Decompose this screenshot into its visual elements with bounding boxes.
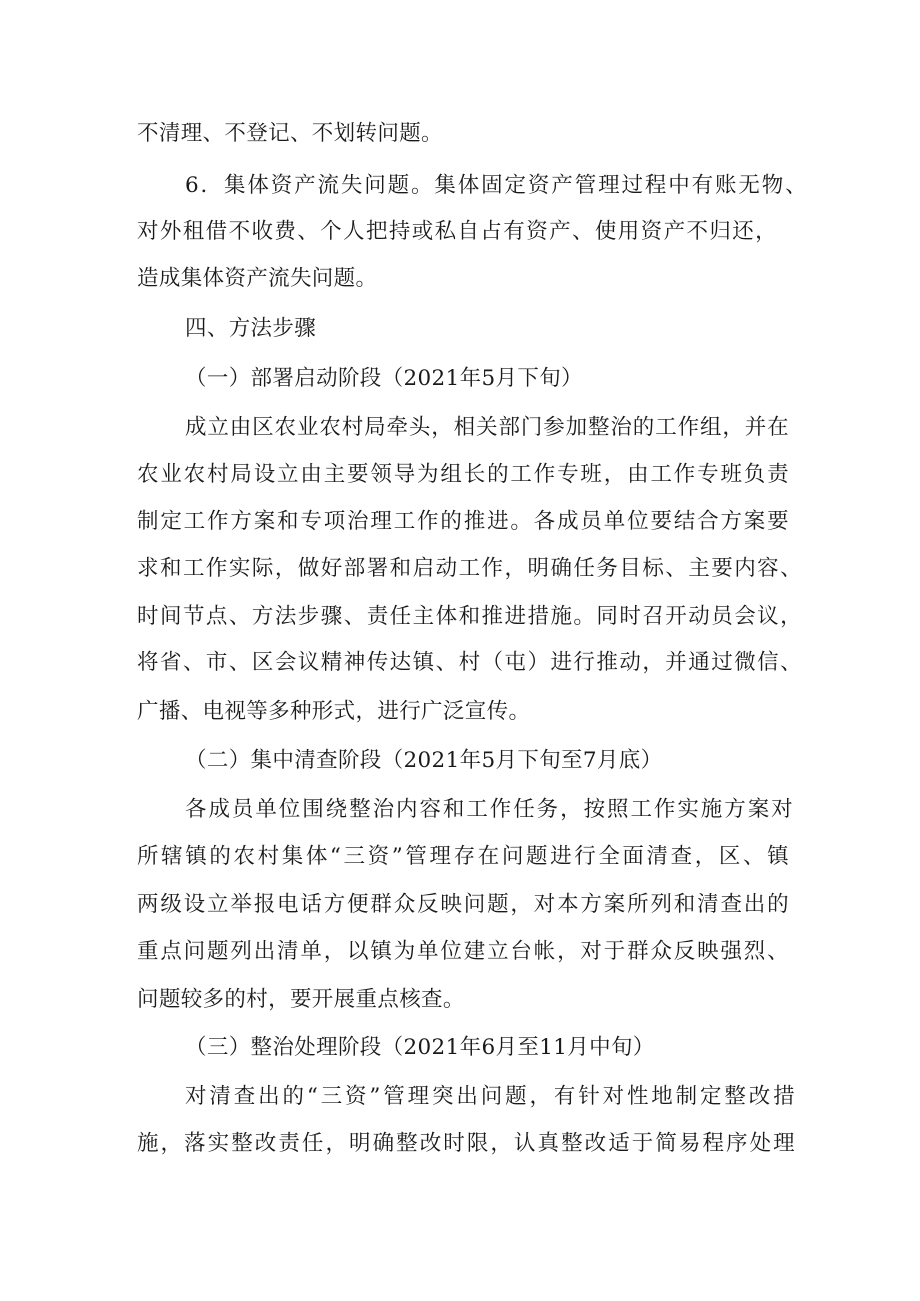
text-line: 求和工作实际，做好部署和启动工作，明确任务目标、主要内容、	[137, 556, 802, 581]
text-line: 不清理、不登记、不划转问题。	[137, 121, 443, 146]
subsection-heading: （二）集中清查阶段（2021年5月下旬至7月底）	[185, 748, 663, 773]
text-line: 对外租借不收费、个人把持或私自占有资产、使用资产不归还，	[137, 219, 777, 244]
section-heading: 四、方法步骤	[185, 316, 317, 341]
text-line: 所辖镇的农村集体“三资”管理存在问题进行全面清查，区、镇	[137, 844, 789, 869]
subsection-heading: （一）部署启动阶段（2021年5月下旬）	[185, 366, 583, 391]
text-line: 农业农村局设立由主要领导为组长的工作专班，由工作专班负责	[137, 462, 789, 487]
text-line: 各成员单位围绕整治内容和工作任务，按照工作实施方案对	[185, 797, 793, 822]
subsection-heading: （三）整治处理阶段（2021年6月至11月中旬）	[185, 1035, 655, 1060]
text-line: 造成集体资产流失问题。	[137, 266, 378, 291]
text-line: 问题较多的村，要开展重点核查。	[137, 987, 465, 1012]
text-line: 对清查出的“三资”管理突出问题，有针对性地制定整改措	[185, 1084, 795, 1109]
text-line: 两级设立举报电话方便群众反映问题，对本方案所列和清查出的	[137, 892, 789, 917]
text-line: 施，落实整改责任，明确整改时限，认真整改适于简易程序处理	[137, 1131, 795, 1156]
text-line: 重点问题列出清单，以镇为单位建立台帐，对于群众反映强烈、	[137, 939, 789, 964]
text-line: 制定工作方案和专项治理工作的推进。各成员单位要结合方案要	[137, 509, 789, 534]
text-line: 广播、电视等多种形式，进行广泛宣传。	[137, 699, 531, 724]
text-line: 时间节点、方法步骤、责任主体和推进措施。同时召开动员会议，	[137, 604, 802, 629]
text-line: 将省、市、区会议精神传达镇、村（屯）进行推动，并通过微信、	[137, 650, 802, 675]
text-line: 成立由区农业农村局牵头，相关部门参加整治的工作组，并在	[185, 415, 789, 440]
text-line: 6．集体资产流失问题。集体固定资产管理过程中有账无物、	[185, 173, 807, 198]
